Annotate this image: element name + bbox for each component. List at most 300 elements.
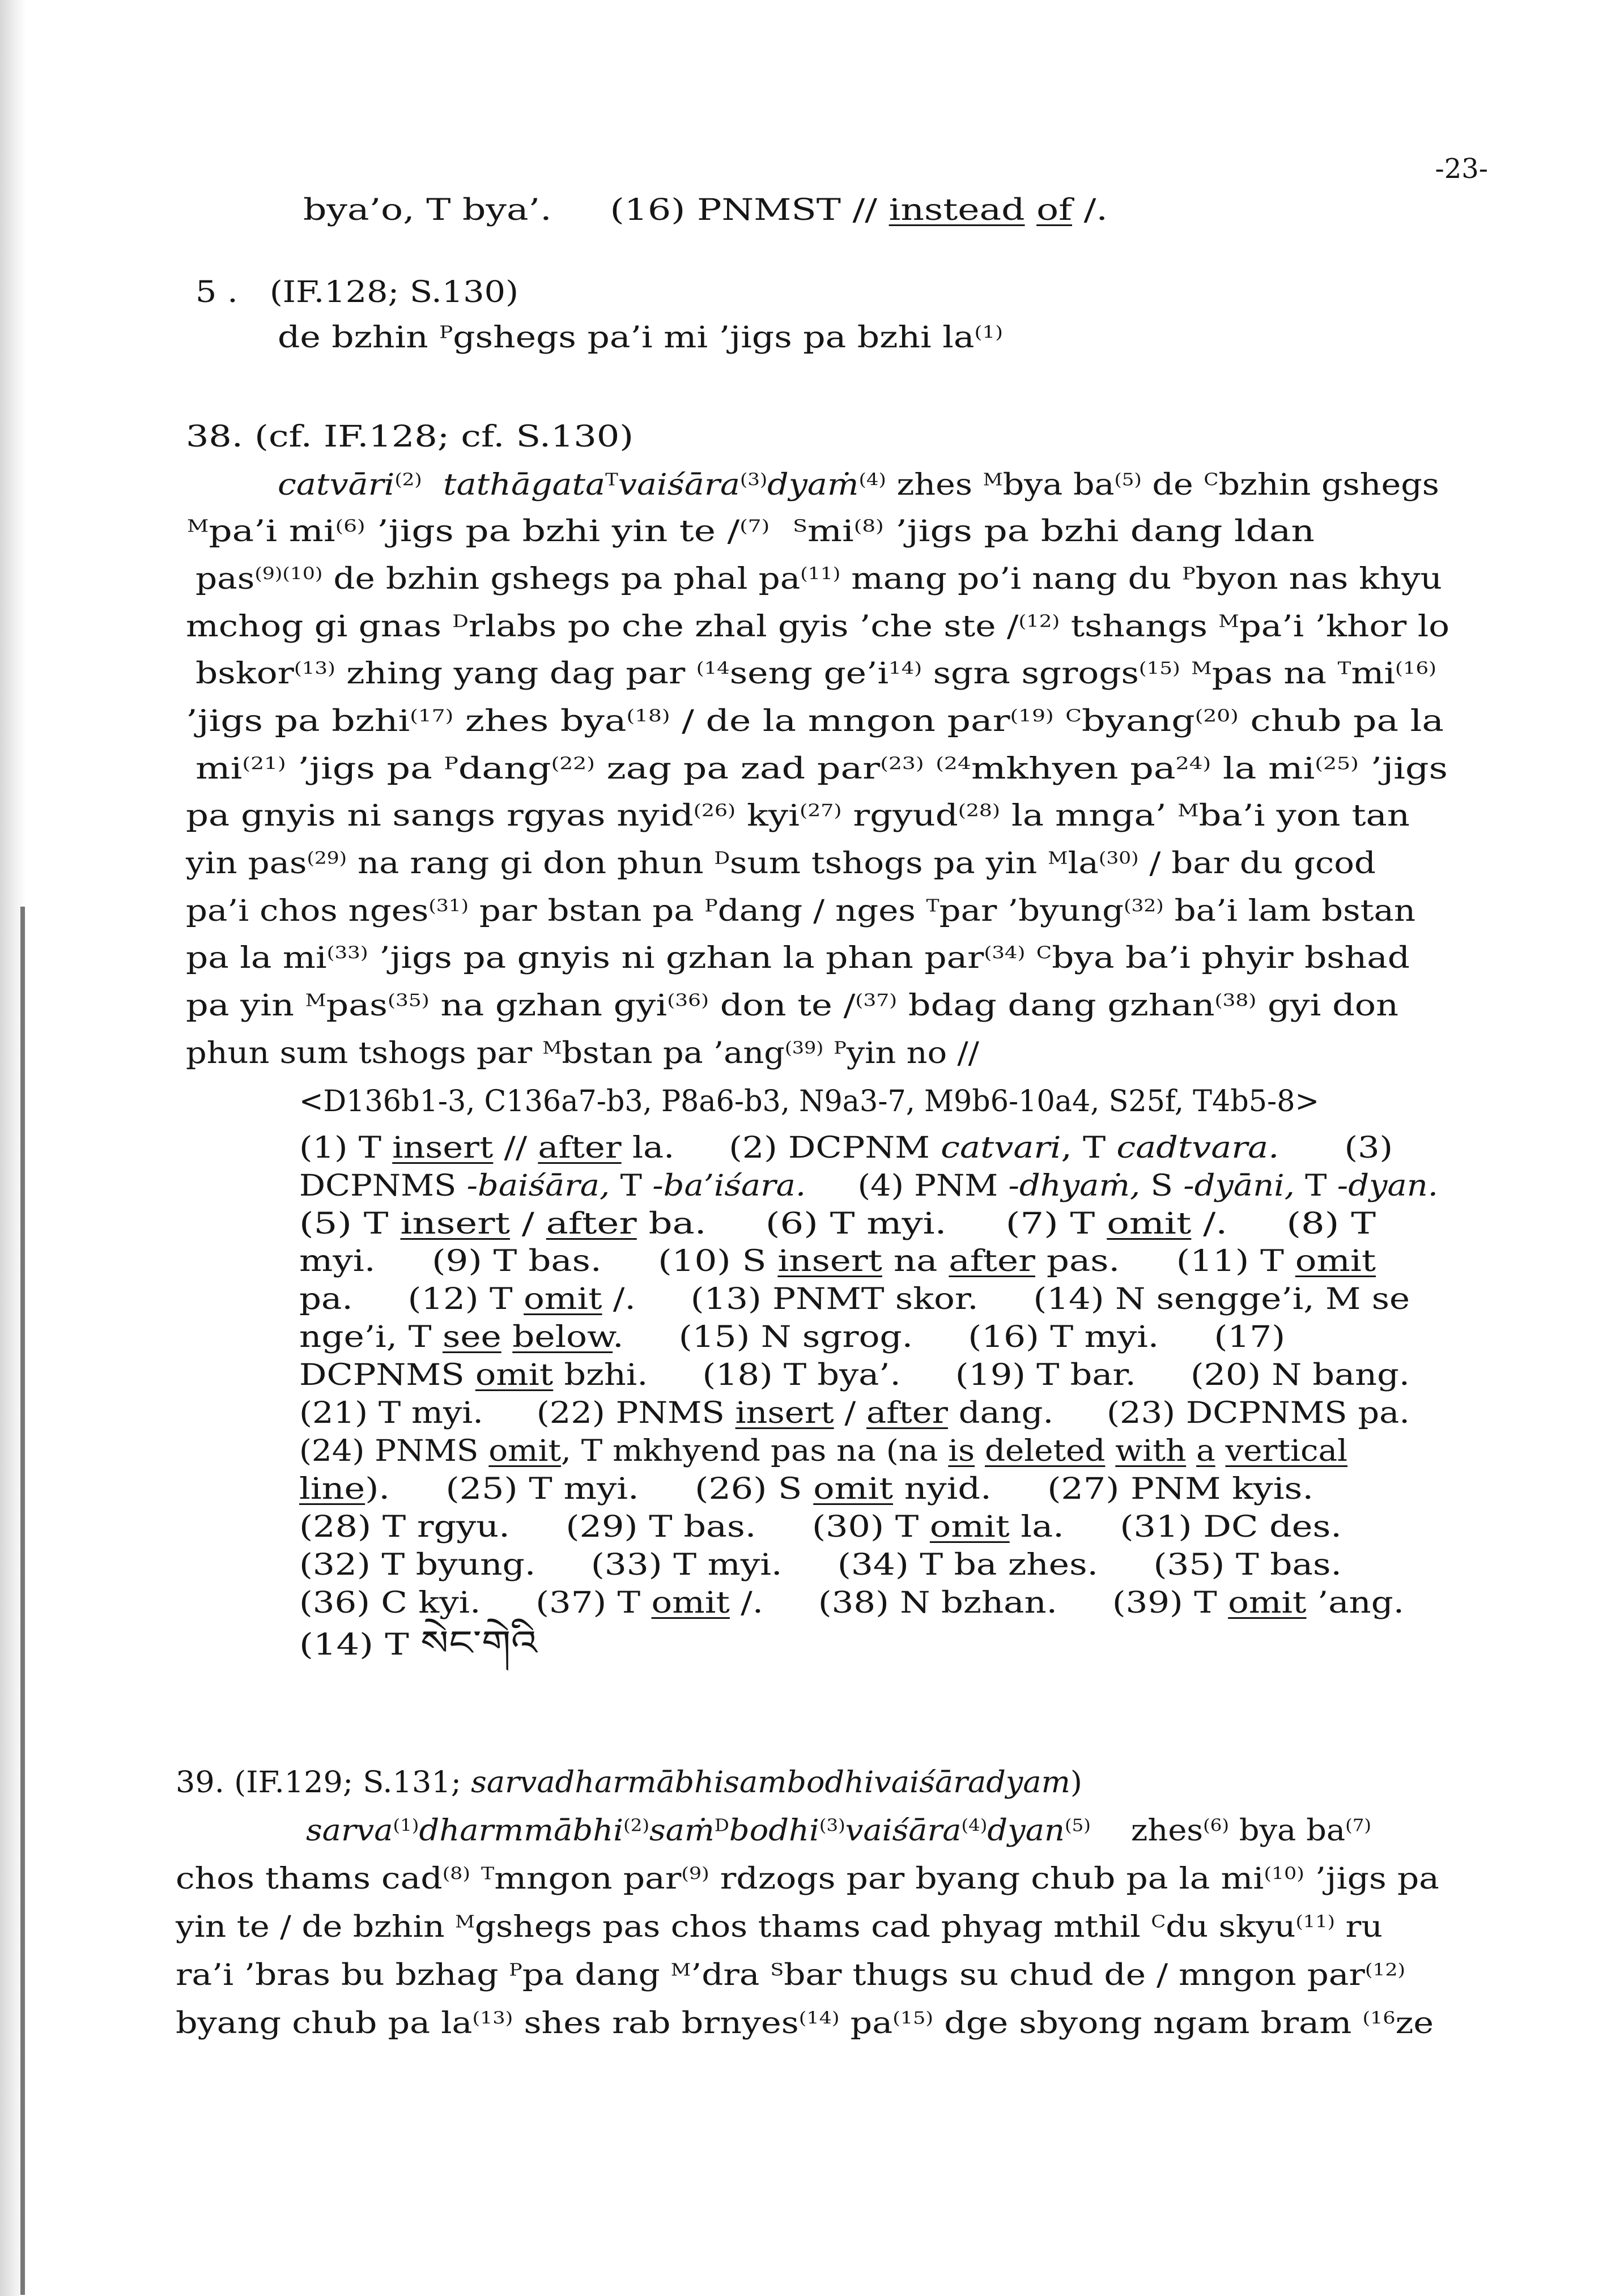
text-run: saṁ (649, 1814, 715, 1848)
text-run: insert (392, 1131, 494, 1165)
text-run: // (493, 1131, 538, 1165)
text-run: omit (1295, 1244, 1376, 1278)
text-run: P (509, 1960, 522, 1980)
text-line-n03 (299, 1209, 1376, 1239)
text-run: (1) (393, 1815, 419, 1836)
text-run: /. (8) T (1191, 1207, 1376, 1241)
text-run: C (1151, 1912, 1166, 1932)
text-run: (14 (696, 658, 730, 679)
text-run: de bzhin gshegs pa phal pa (322, 562, 801, 596)
text-line-n04 (299, 1244, 1376, 1278)
text-run: pa’i ’khor lo (1239, 610, 1450, 644)
text-line-l02 (278, 321, 1004, 355)
text-run: ba’i yon tan (1198, 799, 1410, 833)
text-run: P (439, 322, 453, 343)
text-run: (21) T myi. (22) PNMS (299, 1396, 736, 1430)
text-line-n11 (299, 1512, 1342, 1542)
text-run: myi. (9) T bas. (10) S (299, 1244, 778, 1278)
text-run: sarva (306, 1814, 393, 1848)
text-run: rgyud (841, 799, 958, 833)
text-line-l04 (278, 470, 1439, 500)
text-run: (5) (1065, 1815, 1091, 1836)
text-run: bskor (195, 657, 294, 691)
text-line-n05 (299, 1282, 1410, 1316)
text-run: T (1294, 1169, 1337, 1203)
text-line-n12 (299, 1550, 1342, 1580)
text-run: M (1218, 611, 1239, 632)
text-run: la (1068, 847, 1099, 881)
text-run: rlabs po che zhal gyis ’che ste / (468, 610, 1019, 644)
text-run: M (670, 1960, 691, 1980)
text-run (422, 468, 443, 502)
text-run: dyaṁ (767, 468, 859, 502)
text-line-s01 (306, 1816, 1371, 1846)
text-run: (1) (974, 322, 1004, 343)
text-run: (11) (800, 564, 841, 584)
text-run: ru (1334, 1910, 1383, 1944)
text-run: M (542, 1038, 562, 1058)
text-line-l05 (187, 515, 1315, 549)
text-line-n10 (299, 1474, 1313, 1504)
text-run: S (1140, 1169, 1184, 1203)
text-line-n14 (299, 1623, 538, 1663)
text-run: zhes bya (453, 704, 627, 738)
text-run: dge sbyong ngam bram (933, 2006, 1363, 2040)
text-run: P (1182, 564, 1196, 584)
text-run: catvāri (278, 468, 395, 502)
text-run: P (834, 1038, 847, 1058)
text-run: kyi (736, 799, 800, 833)
text-run: (26) (693, 801, 736, 821)
text-run: (18) (626, 706, 670, 726)
text-run: P (444, 754, 458, 774)
text-run: M (305, 990, 326, 1011)
text-run: pa dang (522, 1958, 671, 1992)
text-run: mi (1351, 657, 1396, 691)
text-run: (27) (800, 801, 842, 821)
text-run: 14) (888, 658, 922, 679)
text-run: bzhi. (18) T bya’. (19) T bar. (20) N bang. (553, 1358, 1410, 1392)
text-run: M (983, 470, 1003, 490)
text-run: 38. (cf. IF.128; cf. S.130) (186, 420, 634, 454)
text-run: T (1337, 658, 1351, 679)
text-run: pas. (11) T (1035, 1244, 1295, 1278)
text-run: dang. (23) DCPNMS pa. (947, 1396, 1410, 1430)
text-run: omit (475, 1358, 554, 1392)
text-run: (9)(10) (254, 564, 323, 584)
text-run: bzhin gshegs (1218, 468, 1439, 502)
text-run: (2) (623, 1815, 649, 1836)
text-run: with (1115, 1434, 1187, 1468)
text-run: byon nas khyu (1195, 562, 1442, 596)
text-run: (13) (294, 658, 335, 679)
text-run: omit (1228, 1586, 1307, 1620)
text-run (975, 1434, 985, 1468)
text-run: M (1048, 848, 1068, 869)
text-run: D (714, 848, 730, 869)
text-run: pa yin (186, 989, 305, 1023)
text-run: (28) (958, 801, 1001, 821)
text-run: catvari (941, 1131, 1061, 1165)
text-run: after (546, 1207, 637, 1241)
text-line-l09 (186, 704, 1444, 738)
text-run: gshegs pas chos thams cad phyag mthil (474, 1910, 1151, 1944)
text-run: after (866, 1396, 948, 1430)
text-run: D (714, 1815, 729, 1836)
text-run: (25) (1315, 754, 1359, 774)
text-run (1025, 193, 1037, 227)
text-run: (11) (1295, 1912, 1335, 1932)
text-run: rdzogs par byang chub pa la mi (709, 1862, 1264, 1896)
text-run: see (442, 1320, 501, 1354)
text-run: (22) (551, 754, 595, 774)
text-run: ’jigs pa gnyis ni gzhan la phan par (368, 941, 984, 975)
text-run: (24) PNMS (299, 1434, 489, 1468)
text-run: zhing yang dag par (335, 657, 696, 691)
text-run: T (610, 1169, 653, 1203)
text-run: D (452, 611, 469, 632)
page-number: -23- (1435, 153, 1488, 185)
text-run: -ba’iśara. (652, 1169, 806, 1203)
text-run: /. (13) PNMT skor. (14) N sengge’i, M se (602, 1282, 1410, 1316)
text-run (1215, 1434, 1226, 1468)
text-line-l07 (186, 610, 1450, 644)
text-run: . (15) N sgrog. (16) T myi. (17) (613, 1320, 1286, 1354)
text-run: (32) T byung. (33) T myi. (34) T ba zhes. (35) T bas. (299, 1548, 1342, 1582)
text-line-s00 (176, 1766, 1082, 1800)
text-run: pa. (12) T (299, 1282, 524, 1316)
text-run: sarvadharmābhisambodhivaiśāradyam (471, 1766, 1070, 1800)
text-run: pas na (1211, 657, 1338, 691)
text-run: / (834, 1396, 867, 1430)
text-run: mkhyen pa (971, 752, 1176, 786)
text-run: / (509, 1207, 546, 1241)
text-line-n00 (299, 1085, 1320, 1119)
text-run: (38) (1214, 990, 1257, 1011)
text-run: bya ba (1228, 1814, 1346, 1848)
text-run: du skyu (1166, 1910, 1296, 1944)
text-run: M (1191, 658, 1212, 679)
text-run: C (1065, 706, 1082, 726)
text-line-s04 (176, 1958, 1405, 1992)
text-line-l11 (186, 801, 1410, 831)
text-run: ’ang. (1306, 1586, 1405, 1620)
text-run: (12) (1364, 1960, 1405, 1980)
text-run: 5 . (IF.128; S.130) (195, 275, 519, 309)
text-line-n02 (299, 1171, 1438, 1201)
text-run: pas (195, 562, 255, 596)
text-run: bya ba (1002, 468, 1115, 502)
text-run: M (455, 1912, 475, 1932)
text-line-s05 (176, 2006, 1434, 2040)
text-run: byang (1081, 704, 1195, 738)
text-run: (4) (961, 1815, 988, 1836)
text-line-n06 (299, 1320, 1286, 1354)
text-run: (36) C kyi. (37) T (299, 1586, 652, 1620)
text-run: pas (326, 989, 388, 1023)
text-run: mi (195, 752, 243, 786)
text-run: (23) (880, 754, 924, 774)
text-line-l15 (186, 991, 1398, 1021)
text-run: (7) (739, 516, 770, 537)
text-run: dang / nges (717, 894, 926, 928)
text-run: (32) (1124, 896, 1164, 916)
text-run: (5) T (299, 1207, 401, 1241)
text-run: bya’o, T bya’. (16) PNMST // (303, 193, 889, 227)
text-run: (12) (1018, 611, 1060, 632)
text-run: (14) (798, 2008, 840, 2029)
text-run: (20) (1194, 706, 1239, 726)
text-line-n01 (299, 1133, 1393, 1163)
text-run: (14) T (299, 1628, 421, 1662)
text-run: de (1141, 468, 1204, 502)
text-run: ’jigs pa bzhi dang ldan (883, 515, 1315, 549)
text-run: vaiśāra (845, 1814, 962, 1848)
text-run: mchog gi gnas (186, 610, 453, 644)
text-run: na rang gi don phun (347, 847, 715, 881)
text-run: of (1036, 193, 1073, 227)
text-run: tathāgata (443, 468, 606, 502)
text-run: na (882, 1244, 949, 1278)
text-run: T (605, 470, 618, 490)
text-run: DCPNMS (299, 1358, 475, 1392)
text-run: <D136b1-3, C136a7-b3, P8a6-b3, N9a3-7, M9b6-10a4, S25f, T4b5-8> (299, 1085, 1320, 1119)
text-run: de bzhin (278, 321, 440, 355)
text-run: (4) (858, 470, 886, 490)
text-run: (6) (1203, 1815, 1229, 1836)
text-run: ze (1395, 2006, 1434, 2040)
text-run: bar thugs su chud de / mngon par (784, 1958, 1365, 1992)
text-run: pa gnyis ni sangs rgyas nyid (186, 799, 694, 833)
text-run: ’jigs pa (1304, 1862, 1439, 1896)
text-run (1054, 704, 1066, 738)
text-run: yin pas (186, 847, 307, 881)
text-run (770, 515, 793, 549)
text-run: pa’i mi (209, 515, 335, 549)
text-run: (1) T (299, 1131, 393, 1165)
text-run: (8) (442, 1864, 470, 1884)
text-line-s02 (176, 1864, 1439, 1894)
text-run: -dyan. (1337, 1169, 1439, 1203)
text-run: mi (807, 515, 854, 549)
text-run: sum tshogs pa yin (730, 847, 1048, 881)
text-run: (21) (242, 754, 286, 774)
text-run: (3) (739, 470, 768, 490)
text-run: S (793, 516, 807, 537)
text-run: C (1036, 943, 1052, 963)
text-run: shes rab brnyes (513, 2006, 799, 2040)
text-run: pa’i chos nges (186, 894, 429, 928)
text-line-l06 (195, 564, 1442, 594)
text-run: ra’i ’bras bu bzhag (176, 1958, 509, 1992)
text-run (1180, 657, 1191, 691)
text-run: (33) (326, 943, 368, 963)
text-run: /. (1072, 193, 1108, 227)
text-run: (39) (784, 1038, 824, 1058)
text-run: (7) (1345, 1815, 1372, 1836)
text-run: (16) (1395, 658, 1436, 679)
text-run: seng ge’i (729, 657, 889, 691)
text-run: (15) (1138, 658, 1180, 679)
text-run: (13) (472, 2008, 513, 2029)
text-line-s03 (176, 1912, 1383, 1942)
text-run: (36) (667, 990, 709, 1011)
text-run: ’dra (691, 1958, 771, 1992)
text-run: byang chub pa la (176, 2006, 473, 2040)
text-run: la. (31) DC des. (1009, 1510, 1342, 1544)
text-run: tshangs (1060, 610, 1219, 644)
text-run: yin te / de bzhin (176, 1910, 456, 1944)
text-run: ’jigs (1358, 752, 1448, 786)
text-run (501, 1320, 512, 1354)
text-run: zag pa zad par (594, 752, 881, 786)
text-run: la. (2) DCPNM (621, 1131, 941, 1165)
text-run: DCPNMS (299, 1169, 467, 1203)
text-run (924, 752, 936, 786)
text-run: insert (735, 1396, 834, 1430)
text-line-l14 (186, 943, 1410, 973)
text-run: (19) (1010, 706, 1054, 726)
text-run: bodhi (729, 1814, 819, 1848)
text-run: (37) (855, 990, 898, 1011)
text-run: a (1196, 1434, 1215, 1468)
text-run: dharmmābhi (419, 1814, 624, 1848)
text-run: ’jigs pa bzhi yin te / (365, 515, 740, 549)
text-run: don te / (709, 989, 856, 1023)
text-run: ba. (6) T myi. (7) T (636, 1207, 1107, 1241)
text-run: nge’i, T (299, 1320, 443, 1354)
text-run: (4) PNM (806, 1169, 1009, 1203)
text-run: zhes (1090, 1814, 1204, 1848)
text-run: (31) (428, 896, 469, 916)
text-run: (24 (936, 754, 971, 774)
text-run: (5) (1114, 470, 1142, 490)
text-run: insert (400, 1207, 510, 1241)
text-run: / de la mngon par (670, 704, 1010, 738)
text-run: /. (38) N bzhan. (39) T (729, 1586, 1228, 1620)
text-run: (2) (394, 470, 422, 490)
text-run: (3) (1279, 1131, 1393, 1165)
text-run: M (187, 516, 209, 537)
text-run: omit (929, 1510, 1010, 1544)
text-run: omit (488, 1434, 562, 1468)
text-run: sgra sgrogs (922, 657, 1139, 691)
text-run: ’jigs pa bzhi (186, 704, 410, 738)
text-line-n13 (299, 1588, 1404, 1618)
scan-binding-edge (20, 907, 25, 2295)
text-run: mngon par (494, 1862, 682, 1896)
text-run: (16 (1362, 2008, 1396, 2029)
text-run: instead (888, 193, 1025, 227)
text-run: gyi don (1256, 989, 1399, 1023)
text-line-l13 (186, 896, 1415, 926)
text-run: insert (777, 1244, 882, 1278)
text-run: phun sum tshogs par (186, 1036, 543, 1070)
text-run: (8) (853, 516, 884, 537)
text-run: pa la mi (186, 941, 327, 975)
text-line-l03 (186, 422, 634, 452)
text-run: (29) (307, 848, 347, 869)
text-run: , T mkhyend pas na (na (561, 1434, 949, 1468)
text-run: -baiśāra, (466, 1169, 610, 1203)
text-run: dyan (987, 1814, 1065, 1848)
text-run: ba’i lam bstan (1163, 894, 1416, 928)
text-run: (6) (335, 516, 365, 537)
text-run (1105, 1434, 1115, 1468)
text-line-l01 (195, 275, 519, 309)
text-run: omit (813, 1472, 893, 1506)
text-run: (34) (984, 943, 1026, 963)
text-run: (28) T rgyu. (29) T bas. (30) T (299, 1510, 930, 1544)
text-run: after (538, 1131, 622, 1165)
text-run: P (704, 896, 718, 916)
text-run: gshegs pa’i mi ’jigs pa bzhi la (453, 321, 975, 355)
text-run: chub pa la (1238, 704, 1444, 738)
text-run: par ’byung (939, 894, 1124, 928)
text-run: 24) (1175, 754, 1211, 774)
text-run: zhes (886, 468, 983, 502)
text-run: S (770, 1960, 784, 1980)
text-run: na gzhan gyi (429, 989, 668, 1023)
text-run: is (948, 1434, 975, 1468)
text-run: / bar du gcod (1138, 847, 1376, 881)
text-run: (15) (892, 2008, 934, 2029)
text-line-l00 (303, 195, 1108, 225)
text-run: , T (1061, 1131, 1117, 1165)
text-run: ) (1070, 1766, 1082, 1800)
text-run: ’jigs pa (286, 752, 444, 786)
text-run: -dhyaṁ, (1008, 1169, 1141, 1203)
text-run: after (949, 1244, 1035, 1278)
text-line-l10 (195, 754, 1448, 784)
text-run (470, 1862, 481, 1896)
text-run: (30) (1098, 848, 1139, 869)
text-run: T (926, 896, 939, 916)
text-run: dang (458, 752, 551, 786)
text-run: vaiśāra (618, 468, 740, 502)
text-run: bdag dang gzhan (897, 989, 1215, 1023)
text-line-n09 (299, 1436, 1347, 1466)
text-run: C (1204, 470, 1219, 490)
text-run: bstan pa ’ang (562, 1036, 785, 1070)
text-line-l12 (186, 847, 1376, 881)
text-run: omit (651, 1586, 730, 1620)
text-run: (9) (681, 1864, 709, 1884)
text-run: ). (25) T myi. (26) S (365, 1472, 814, 1506)
text-run: la mi (1211, 752, 1315, 786)
text-run: omit (524, 1282, 602, 1316)
text-run: (17) (410, 706, 454, 726)
text-run: bya ba’i phyir bshad (1052, 941, 1410, 975)
text-run (823, 1036, 834, 1070)
text-run: deleted (985, 1434, 1106, 1468)
text-run: -dyāni, (1183, 1169, 1295, 1203)
text-run: par bstan pa (469, 894, 705, 928)
text-run: 39. (IF.129; S.131; (176, 1766, 471, 1800)
text-line-n08 (299, 1398, 1410, 1428)
text-run: pa (839, 2006, 893, 2040)
text-run: (3) (819, 1815, 845, 1836)
text-run: mang po’i nang du (840, 562, 1183, 596)
text-run (1186, 1434, 1196, 1468)
text-run: chos thams cad (176, 1862, 443, 1896)
text-run: vertical (1225, 1434, 1348, 1468)
text-line-l08 (195, 657, 1436, 691)
text-run: M (1177, 801, 1199, 821)
text-run: (35) (387, 990, 430, 1011)
text-run: nyid. (27) PNM kyis. (892, 1472, 1314, 1506)
text-run: (10) (1264, 1864, 1304, 1884)
